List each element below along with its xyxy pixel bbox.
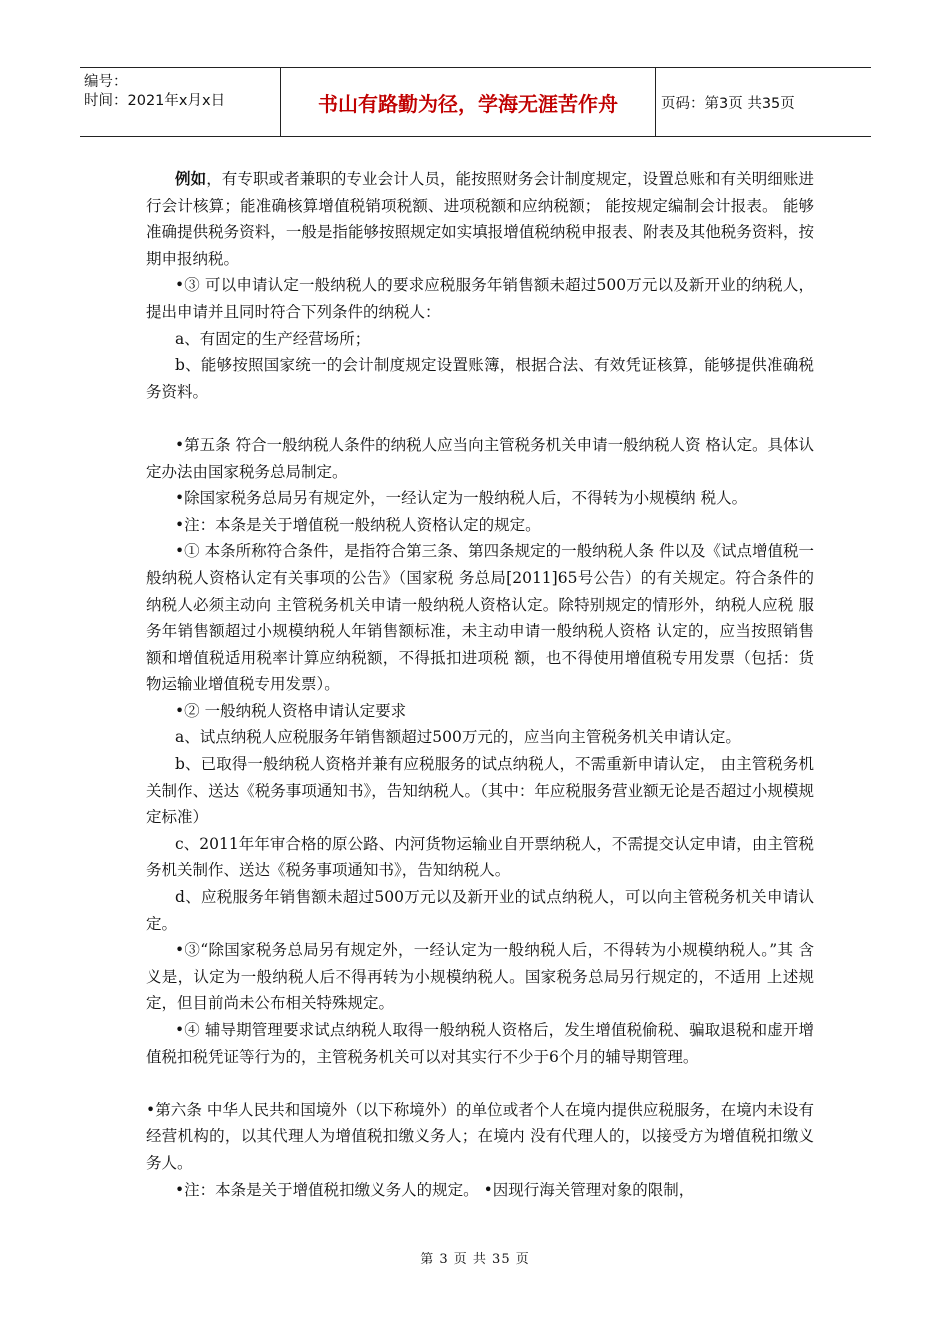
paragraph: b、已取得一般纳税人资格并兼有应税服务的试点纳税人，不需重新申请认定， 由主管税务机关制作、送达《税务事项通知书》，告知纳税人。（其中：年应税服务营业额无论是否超过小规模规定标准）	[146, 755, 814, 827]
header-meta	[80, 68, 281, 136]
page-footer: 第 3 页 共 35 页	[420, 1252, 530, 1267]
paragraph-article-5: •第五条 符合一般纳税人条件的纳税人应当向主管税务机关申请一般纳税人资 格认定。具体认定办法由国家税务总局制定。	[146, 435, 814, 481]
paragraph-article-6: •第六条 中华人民共和国境外（以下称境外）的单位或者个人在境内提供应税服务，在境内未设有经营机构的，以其代理人为增值税扣缴义务人；在境内 没有代理人的，以接受方为增值税扣缴义务人。	[146, 1100, 814, 1172]
paragraph: •④ 辅导期管理要求试点纳税人取得一般纳税人资格后，发生增值税偷税、骗取退税和虚开增值税扣税凭证等行为的，主管税务机关可以对其实行不少于6个月的辅导期管理。	[146, 1021, 814, 1066]
header-motto: 书山有路勤为径，学海无涯苦作舟	[281, 68, 656, 136]
paragraph: •① 本条所称符合条件，是指符合第三条、第四条规定的一般纳税人条 件以及《试点增值税一般纳税人资格认定有关事项的公告》（国家税 务总局[2011]65号公告）的有关规定。符合条件的纳税人必须主动向 主管税务机关申请一般纳税人资格认定。除特别规定的情形外，纳税人应税 服务年销售额超过小规模纳税人年销售额标准，未主动申请一般纳税人资格 认定的，应当按照销售额和增值税适用税率计算应纳税额，不得抵扣进项税 额，也不得使用增值税专用发票（包括：货物运输业增值税专用发票）。	[146, 542, 814, 694]
paragraph: b、能够按照国家统一的会计制度规定设置账簿，根据合法、有效凭证核算，能够提供准确税务资料。	[146, 356, 814, 401]
paragraph: c、2011年年审合格的原公路、内河货物运输业自开票纳税人，不需提交认定申请，由主管税务机关制作、送达《税务事项通知书》，告知纳税人。	[146, 834, 814, 880]
document-number-label: 编号：	[84, 74, 128, 90]
spacer	[146, 405, 814, 432]
paragraph-example	[146, 166, 814, 272]
paragraph: a、有固定的生产经营场所；	[175, 329, 371, 348]
example-lead: 例如	[175, 169, 207, 188]
paragraph: •② 一般纳税人资格申请认定要求	[175, 701, 407, 720]
paragraph-note: •注：本条是关于增值税一般纳税人资格认定的规定。	[175, 515, 541, 534]
document-body	[146, 166, 814, 1203]
example-text: ，有专职或者兼职的专业会计人员，能按照财务会计制度规定，设置总账和有关明细账进行会计核算；能准确核算增值税销项税额、进项税额和应纳税额； 能按规定编制会计报表。 能够准确提供税务资料，一般是指能够按照规定如实填报增值税纳税申报表、附表及其他税务资料，按期申报纳税。	[146, 170, 814, 268]
header-page-info: 页码：第3页 共35页	[661, 95, 795, 112]
paragraph-note: •注：本条是关于增值税扣缴义务人的规定。 •因现行海关管理对象的限制，	[175, 1180, 695, 1199]
paragraph: a、试点纳税人应税服务年销售额超过500万元的，应当向主管税务机关申请认定。	[175, 728, 741, 747]
paragraph: •③ 可以申请认定一般纳税人的要求应税服务年销售额未超过500万元以及新开业的纳税人，提出申请并且同时符合下列条件的纳税人：	[146, 276, 814, 321]
paragraph: •③“除国家税务总局另有规定外，一经认定为一般纳税人后，不得转为小规模纳税人。”其 含义是，认定为一般纳税人后不得再转为小规模纳税人。国家税务总局另行规定的，不适用 上述规定，但目前尚未公布相关特殊规定。	[146, 941, 814, 1013]
spacer	[146, 1070, 814, 1097]
paragraph: d、应税服务年销售额未超过500万元以及新开业的试点纳税人，可以向主管税务机关申请认定。	[146, 888, 814, 933]
header-table	[80, 67, 871, 137]
document-time-label: 时间：2021年x月x日	[84, 93, 226, 109]
paragraph: •除国家税务总局另有规定外，一经认定为一般纳税人后，不得转为小规模纳 税人。	[175, 489, 748, 508]
